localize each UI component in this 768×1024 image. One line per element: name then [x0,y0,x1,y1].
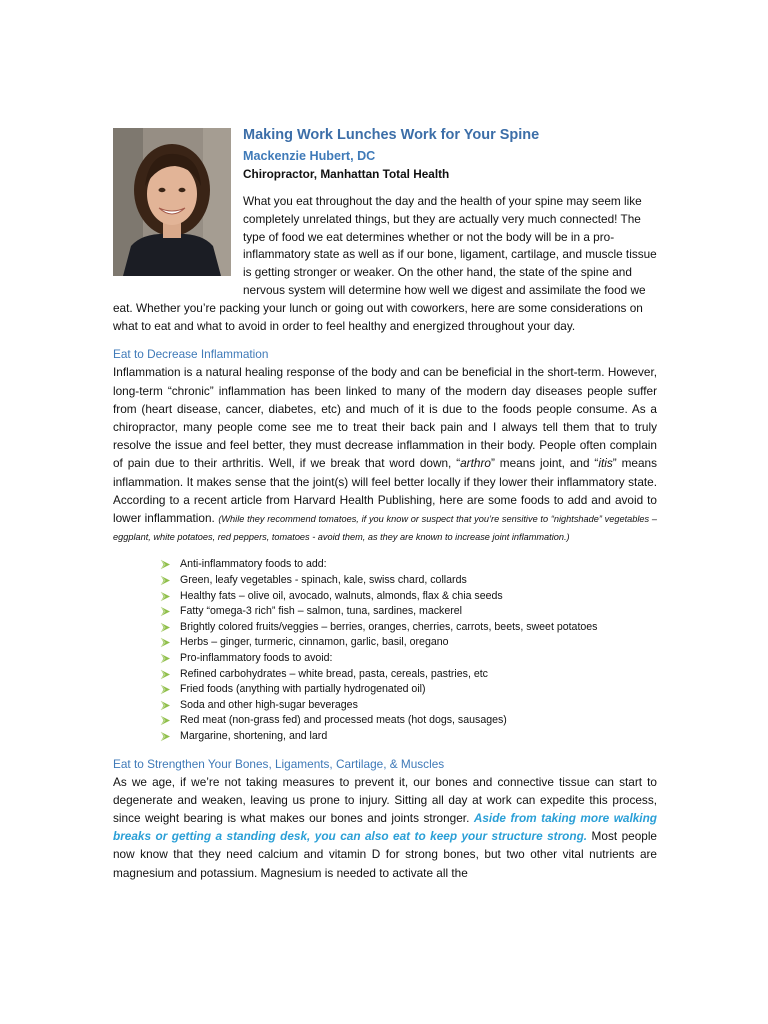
author-portrait [113,128,231,276]
list-item-text: Green, leafy vegetables - spinach, kale, swiss chard, collards [180,574,467,586]
arrow-bullet-icon [160,669,171,680]
list-item [160,698,657,714]
highlight-text: Aside from taking more walking breaks or getting a standing desk, you can also eat to keep your structure strong. [113,810,657,844]
term-arthro: arthro [460,456,491,471]
list-item-text: Brightly colored fruits/veggies – berries, oranges, cherries, carrots, beets, sweet potatoes [180,620,598,633]
arrow-bullet-icon [160,731,171,742]
inflammation-text-mid1: ” means joint, and “ [490,456,599,471]
list-item [160,635,657,651]
nightshade-note: (While they recommend tomatoes, if you know or suspect that you’re sensitive to “nightshade” vegetables – eggplant, white potatoes, red peppers, tomatoes - avoid them, as they are known to increase joint inflammation.) [113,514,657,543]
list-item [160,729,657,745]
inflammation-text-start: Inflammation is a natural healing response of the body and can be beneficial in the short-term. However, long-term “chronic” inflammation has been linked to many of the modern day diseases people suffer from (heart disease, cancer, diabetes, etc) and much of it is due to the foods people consume. As a chiropractor, many people come see me to treat their back pain and I always tell them that to truly resolve the issue and feel better, they must decrease inflammation in their body. People often complain of pain due to their arthritis. Well, if we break that word down, “ [113,365,657,471]
arrow-bullet-icon [160,559,171,570]
author-name: Mackenzie Hubert, DC [243,149,376,163]
list-item [160,573,657,589]
arrow-bullet-icon [160,684,171,695]
arrow-bullet-icon [160,653,171,664]
arrow-bullet-icon [160,575,171,586]
intro-paragraph: What you eat throughout the day and the health of your spine may seem like completely unrelated things, but they are actually very much connected! The type of food we eat determines whether or not the body will be in a pro-inflammatory state as well as if our bone, ligament, cartilage, and muscle tissue is getting stronger or weaker. On the other hand, the state of the spine and nervous system will determine how well we digest and assimilate the food we eat. Whether you’re packing your lunch or going out with coworkers, here are some considerations on what to eat and what to avoid in order to feel healthy and energized throughout your day. [113,194,657,333]
list-item-text: Red meat (non-grass fed) and processed meats (hot dogs, sausages) [180,714,507,727]
section-heading-inflammation: Eat to Decrease Inflammation [113,347,269,362]
list-item [160,557,657,573]
list-item-text: Fried foods (anything with partially hydrogenated oil) [180,683,426,696]
inflammation-paragraph [113,363,657,545]
list-item-text: Herbs – ginger, turmeric, cinnamon, garlic, basil, oregano [180,636,449,649]
list-item [160,667,657,683]
food-list [160,557,657,744]
strength-paragraph [113,773,657,882]
article-title: Making Work Lunches Work for Your Spine [243,127,540,143]
list-item [160,620,657,636]
list-item-text: Pro-inflammatory foods to avoid: [180,651,333,664]
list-item-text: Soda and other high-sugar beverages [180,698,358,711]
arrow-bullet-icon [160,606,171,617]
arrow-bullet-icon [160,715,171,726]
list-item [160,651,657,667]
arrow-bullet-icon [160,700,171,711]
list-item [160,589,657,605]
inflammation-text-mid2: ” means inflammation. It makes sense that the joint(s) will feel better locally if they lower their inflammatory state. According to a recent article from Harvard Health Publishing, here are some foods to add and avoid to lower inflammation. [113,456,657,525]
list-item [160,682,657,698]
arrow-bullet-icon [160,622,171,633]
arrow-bullet-icon [160,591,171,602]
arrow-bullet-icon [160,637,171,648]
list-item-text: Margarine, shortening, and lard [180,729,328,742]
section-heading-strength: Eat to Strengthen Your Bones, Ligaments, Cartilage, & Muscles [113,756,445,771]
list-item-text: Healthy fats – olive oil, avocado, walnuts, almonds, flax & chia seeds [180,589,503,602]
term-itis: itis [598,456,613,471]
list-item [160,713,657,729]
portrait-graphic [113,128,231,276]
list-item-text: Fatty “omega-3 rich” fish – salmon, tuna, sardines, mackerel [180,605,463,618]
author-affiliation: Chiropractor, Manhattan Total Health [243,167,450,181]
list-item [160,604,657,620]
strength-text-end: Most people now know that they need calcium and vitamin D for strong bones, but two other vital nutrients are magnesium and potassium. Magnesium is needed to activate all the [113,829,657,880]
list-item-text: Refined carbohydrates – white bread, pasta, cereals, pastries, etc [180,667,488,680]
article-page [113,120,657,882]
list-item-text: Anti-inflammatory foods to add: [180,558,327,571]
strength-text-start: As we age, if we’re not taking measures to prevent it, our bones and connective tissue can start to degenerate and weaken, leaving us prone to injury. Sitting all day at work can expedite this process, since weight bearing is what makes our bones and joints stronger. [113,774,657,825]
